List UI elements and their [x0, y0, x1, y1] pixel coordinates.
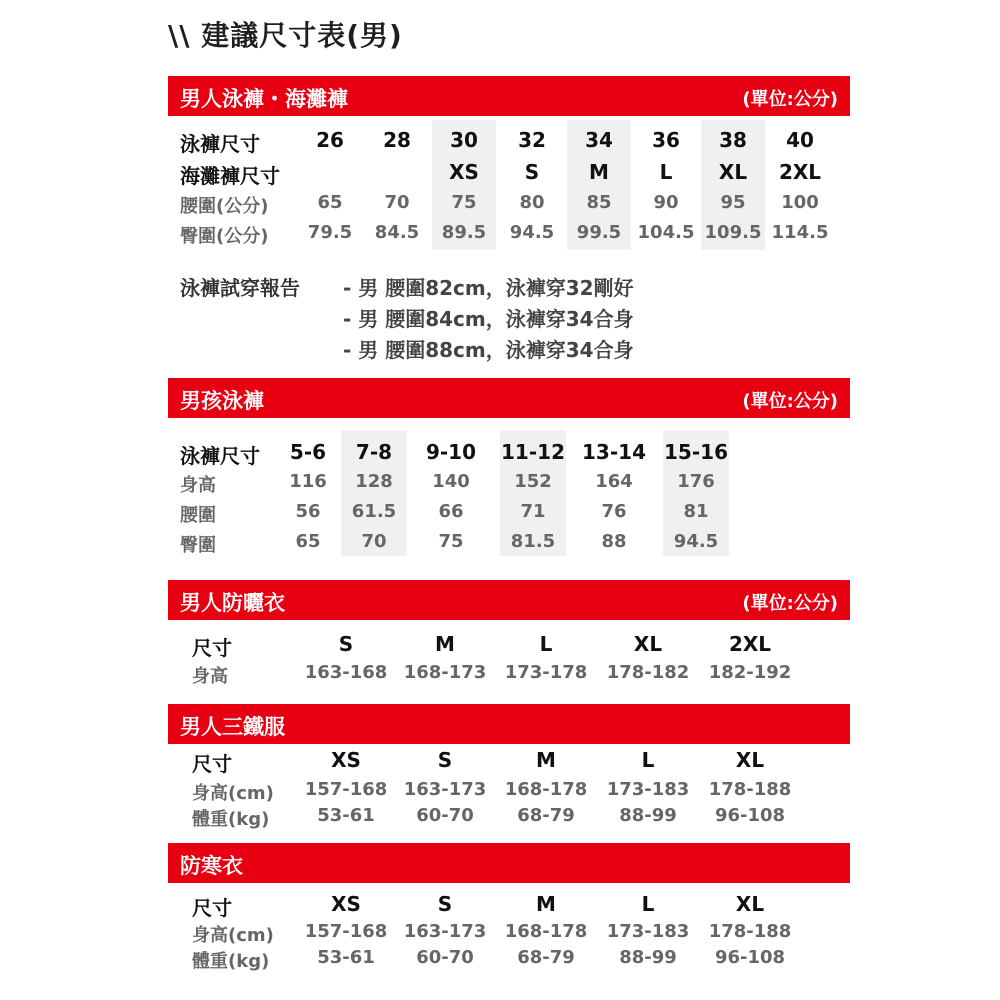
- table-cell: 79.5: [307, 222, 353, 243]
- table-cell: 173-183: [606, 779, 690, 800]
- table-cell: 116: [289, 471, 327, 492]
- section-header-boys-trunks: [168, 378, 850, 418]
- table-cell: 173-178: [504, 662, 588, 683]
- table-cell: S: [437, 892, 453, 916]
- row-label: 臀圍: [180, 535, 216, 556]
- row-label: 腰圍(公分): [180, 196, 269, 217]
- table-cell: 168-173: [403, 662, 487, 683]
- table-cell: 178-182: [606, 662, 690, 683]
- fit-report-line: - 男 腰圍82cm，泳褲穿32剛好: [343, 276, 634, 300]
- table-cell: 81.5: [510, 531, 556, 552]
- table-cell: XL: [735, 892, 765, 916]
- section-title: 防寒衣: [180, 854, 243, 878]
- table-cell: 128: [355, 471, 393, 492]
- table-cell: 163-173: [403, 779, 487, 800]
- table-cell: 163-173: [403, 921, 487, 942]
- table-cell: 182-192: [708, 662, 792, 683]
- table-cell: 68-79: [517, 805, 575, 826]
- table-cell: 60-70: [416, 805, 474, 826]
- row-label: 臀圍(公分): [180, 226, 269, 247]
- unit-label: (單位:公分): [742, 593, 838, 614]
- row-label: 尺寸: [192, 752, 232, 776]
- table-cell: 71: [520, 501, 546, 522]
- unit-label: (單位:公分): [742, 391, 838, 412]
- table-cell: 76: [601, 501, 627, 522]
- table-cell: 2XL: [778, 160, 822, 184]
- section-title: 男人防曬衣: [180, 591, 285, 615]
- section-header-rashguard: [168, 580, 850, 620]
- table-cell: 80: [519, 192, 545, 213]
- row-label: 身高: [192, 666, 228, 687]
- fit-report-line: - 男 腰圍84cm，泳褲穿34合身: [343, 307, 634, 331]
- table-cell: 81: [683, 501, 709, 522]
- table-cell: XS: [331, 892, 361, 916]
- table-cell: S: [437, 748, 453, 772]
- table-cell: 65: [317, 192, 343, 213]
- table-cell: 60-70: [416, 947, 474, 968]
- fit-report-label: 泳褲試穿報告: [180, 276, 300, 300]
- section-header-swim-trunks: [168, 76, 850, 116]
- table-cell: 96-108: [714, 805, 786, 826]
- section-title: 男人泳褲・海灘褲: [180, 87, 348, 111]
- table-cell: M: [435, 632, 455, 656]
- table-cell: 109.5: [704, 222, 762, 243]
- table-cell: 88-99: [619, 805, 677, 826]
- row-label: 體重(kg): [192, 951, 270, 972]
- row-label: 尺寸: [192, 896, 232, 920]
- table-cell: 88-99: [619, 947, 677, 968]
- table-cell: 104.5: [637, 222, 695, 243]
- table-cell: XL: [633, 632, 663, 656]
- table-cell: 7-8: [355, 440, 393, 464]
- row-label: 泳褲尺寸: [180, 132, 260, 156]
- table-cell: 75: [438, 531, 464, 552]
- table-cell: 85: [586, 192, 612, 213]
- table-cell: 88: [601, 531, 627, 552]
- table-cell: 26: [316, 128, 344, 152]
- table-cell: 168-178: [504, 779, 588, 800]
- table-cell: 68-79: [517, 947, 575, 968]
- table-cell: 100: [781, 192, 819, 213]
- table-cell: M: [536, 748, 556, 772]
- table-cell: 70: [361, 531, 387, 552]
- table-cell: 89.5: [441, 222, 487, 243]
- table-cell: L: [641, 748, 655, 772]
- table-cell: 164: [595, 471, 633, 492]
- table-cell: 178-188: [708, 921, 792, 942]
- row-label: 身高(cm): [192, 925, 274, 946]
- table-cell: 5-6: [289, 440, 327, 464]
- table-cell: 15-16: [664, 440, 728, 464]
- table-cell: 70: [384, 192, 410, 213]
- table-cell: 152: [514, 471, 552, 492]
- page-title: \\ 建議尺寸表(男): [168, 19, 403, 52]
- row-label: 腰圍: [180, 505, 216, 526]
- table-cell: XL: [735, 748, 765, 772]
- table-cell: 90: [653, 192, 679, 213]
- section-title: 男孩泳褲: [180, 389, 264, 413]
- table-cell: 75: [451, 192, 477, 213]
- table-cell: 28: [383, 128, 411, 152]
- table-cell: 96-108: [714, 947, 786, 968]
- table-cell: L: [659, 160, 673, 184]
- table-cell: 13-14: [582, 440, 646, 464]
- table-cell: 140: [432, 471, 470, 492]
- row-label: 身高(cm): [192, 783, 274, 804]
- table-cell: XL: [718, 160, 748, 184]
- table-cell: M: [536, 892, 556, 916]
- table-cell: 168-178: [504, 921, 588, 942]
- table-cell: 95: [720, 192, 746, 213]
- table-cell: 32: [518, 128, 546, 152]
- table-cell: XS: [449, 160, 479, 184]
- table-cell: 114.5: [771, 222, 829, 243]
- table-cell: 176: [677, 471, 715, 492]
- table-cell: 94.5: [509, 222, 555, 243]
- section-title: 男人三鐵服: [180, 715, 285, 739]
- table-cell: 163-168: [304, 662, 388, 683]
- row-label: 體重(kg): [192, 809, 270, 830]
- table-cell: 2XL: [728, 632, 772, 656]
- table-cell: L: [641, 892, 655, 916]
- table-cell: 178-188: [708, 779, 792, 800]
- table-cell: 30: [450, 128, 478, 152]
- table-cell: 99.5: [576, 222, 622, 243]
- table-cell: 56: [295, 501, 321, 522]
- table-cell: 9-10: [425, 440, 477, 464]
- table-cell: XS: [331, 748, 361, 772]
- table-cell: M: [589, 160, 609, 184]
- row-label: 身高: [180, 475, 216, 496]
- table-cell: 65: [295, 531, 321, 552]
- table-cell: 38: [719, 128, 747, 152]
- row-label: 海灘褲尺寸: [180, 164, 280, 188]
- table-cell: 53-61: [317, 947, 375, 968]
- table-cell: 36: [652, 128, 680, 152]
- table-cell: 40: [786, 128, 814, 152]
- row-label: 泳褲尺寸: [180, 444, 260, 468]
- fit-report-line: - 男 腰圍88cm，泳褲穿34合身: [343, 338, 634, 362]
- table-cell: 157-168: [304, 779, 388, 800]
- table-cell: 11-12: [501, 440, 565, 464]
- table-cell: 94.5: [673, 531, 719, 552]
- table-cell: S: [338, 632, 354, 656]
- section-header-triathlon-suit: [168, 704, 850, 744]
- table-cell: 66: [438, 501, 464, 522]
- unit-label: (單位:公分): [742, 89, 838, 110]
- section-header-wetsuit: [168, 843, 850, 883]
- table-cell: S: [524, 160, 540, 184]
- table-cell: 173-183: [606, 921, 690, 942]
- table-cell: 157-168: [304, 921, 388, 942]
- table-cell: L: [539, 632, 553, 656]
- table-cell: 84.5: [374, 222, 420, 243]
- table-cell: 53-61: [317, 805, 375, 826]
- table-cell: 61.5: [351, 501, 397, 522]
- table-cell: 34: [585, 128, 613, 152]
- row-label: 尺寸: [192, 636, 232, 660]
